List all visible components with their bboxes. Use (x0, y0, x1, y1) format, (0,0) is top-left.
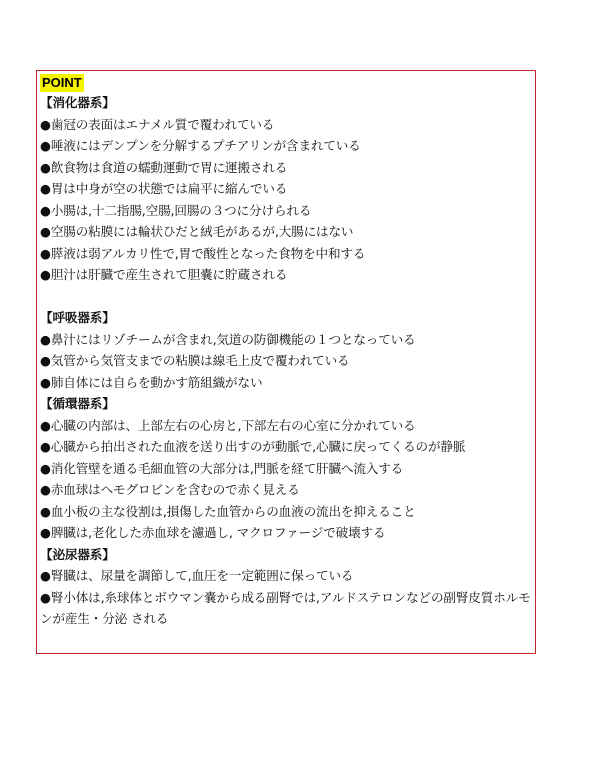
list-item: ●消化管壁を通る毛細血管の大部分は,門脈を経て肝臓へ流入する (40, 460, 404, 476)
section-heading-circulatory: 【循環器系】 (40, 396, 115, 411)
section-heading-urinary: 【泌尿器系】 (40, 546, 115, 562)
point-content (40, 92, 535, 630)
list-item: ●腎臓は、尿量を調節して,血圧を一定範囲に保っている (40, 568, 354, 583)
list-item: ●肺自体には自らを動かす筋組織がない (40, 374, 263, 390)
list-item: ●歯冠の表面はエナメル質で覆われている (40, 116, 275, 132)
list-item: ●小腸は,十二指腸,空腸,回腸の３つに分けられる (40, 202, 312, 218)
point-label: POINT (42, 75, 82, 90)
list-item: ●赤血球はヘモグロビンを含むので赤く見える (40, 482, 300, 497)
list-item: ●膵液は弱アルカリ性で,胃で酸性となった食物を中和する (40, 245, 366, 261)
list-item: ●鼻汁にはリゾチームが含まれ,気道の防御機能の１つとなっている (40, 331, 416, 347)
list-item: ●胆汁は肝臓で産生されて胆嚢に貯蔵される (40, 267, 288, 282)
list-item: ●心臓から拍出された血液を送り出すのが動脈で,心臓に戻ってくるのが静脈 (40, 439, 466, 454)
list-item: ●血小板の主な役割は,損傷した血管からの血液の流出を抑えること (40, 503, 416, 519)
spacer (40, 286, 535, 308)
list-item: ●気管から気管支までの粘膜は線毛上皮で覆われている (40, 353, 350, 368)
section-heading-respiratory: 【呼吸器系】 (40, 310, 115, 325)
list-item: ●飲食物は食道の蠕動運動で胃に運搬される (40, 159, 288, 175)
section-heading-digestive: 【消化器系】 (40, 95, 115, 110)
list-item: ●空腸の粘膜には輪状ひだと絨毛があるが,大腸にはない (40, 224, 354, 239)
list-item: ●心臓の内部は、上部左右の心房と,下部左右の心室に分かれている (40, 417, 416, 433)
list-item: ●脾臓は,老化した赤血球を濾過し, マクロファージで破壊する (40, 525, 386, 540)
list-item: ●唾液にはデンプンを分解するプチアリンが含まれている (40, 138, 361, 153)
list-item: ●腎小体は,糸球体とボウマン嚢から成る副腎では,アルドステロンなどの副腎皮質ホルモンが産生・分泌 される (40, 589, 531, 626)
list-item: ●胃は中身が空の状態では扁平に縮んでいる (40, 181, 288, 196)
